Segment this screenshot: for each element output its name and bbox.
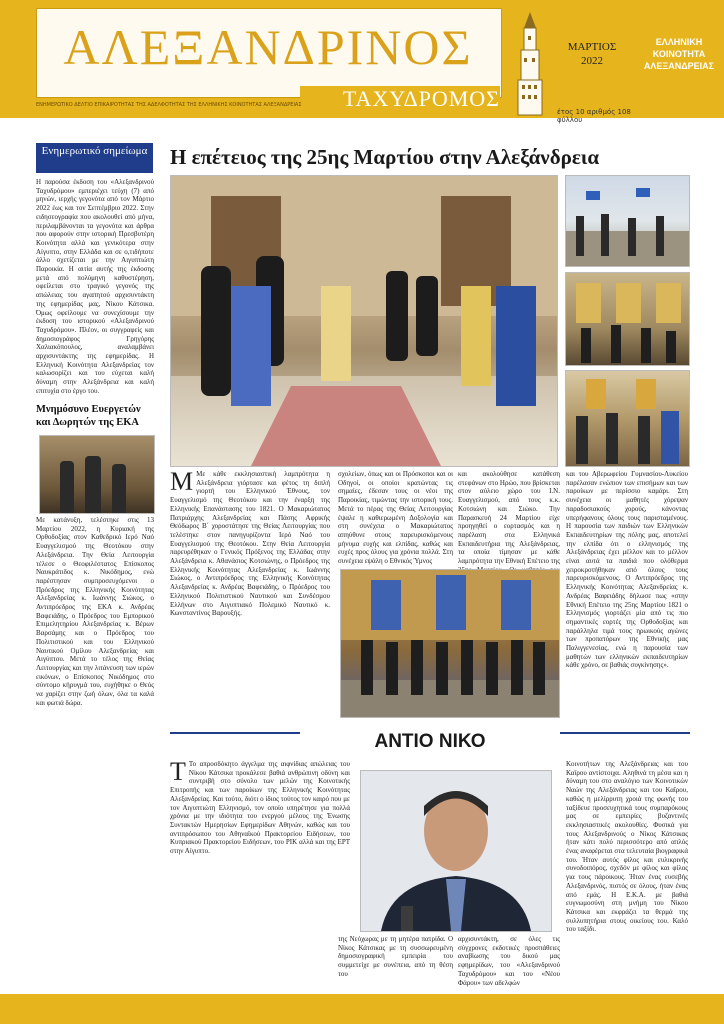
issue-date (557, 40, 627, 74)
main-headline: Η επέτειος της 25ης Μαρτίου στην Αλεξάνδρεια (170, 145, 600, 169)
obituary-headline: ΑΝΤΙΟ ΝΙΚΟ (300, 728, 560, 756)
side-photo-flags (565, 175, 690, 267)
newspaper-title: ΑΛΕΞΑΝΔΡΙΝΟΣ (63, 19, 473, 75)
main-col3-text: και ακολούθησε κατάθεση στεφάνων στο Ηρώο, που βρίσκεται στον αύλειο χώρο του Ι.Ν. Ευαγγελισμού, από τους κ.κ. Κοτσιώνη και Σιώκο. Την Παρασκευή 24 Μαρτίου είχε προηγηθεί ο εορτασμός και η παρέλαση στα Ελληνικά Εκπαιδευτήρια της Αλεξάνδρειας, τα οποία τίμησαν με κάθε λαμπρότητα την Εθνική Επέτειο της (458, 470, 560, 566)
obituary-dropcap: Τ (170, 757, 186, 786)
memorial-photo (39, 435, 155, 514)
main-photo-procession (170, 175, 558, 467)
procession-scene (171, 176, 557, 466)
main-col4-text: και του Αβερωφείου Γυμνασίου-Λυκείου παρέλασαν ενώπιον των επισήμων και των παροίκων με περίσσιο καμάρι. Στη συνέχεια οι μαθητές χόρεψαν παραδοσιακούς χορούς, κάνοντας υπερήφανους όλους τους παρισταμένους. Η παρουσία των παιδιών των Ελληνικών Εκπαιδευτηρίων της πόλης μας, αποτελεί την ελπίδα ότι ο ελληνισμός της Αλεξάνδρειας έχει μέλλον και το μέλλον είναι αυτά τα παιδιά που ολόθερμα χειροκροτήθηκαν από όλους τους παρευρισκόμενους. Ο Αντιπρόεδρος της Ελληνικής Κοινότητας Αλεξανδρείας κ. Ανδρέας Βαφειάδης δήλωσε πως «στην Εθνική Επέτειο της 25ης Μαρτίου 1821 ο Ελληνισμός γιορτάζει μία από τις πιο σημαντικές εορτές της Ορθοδοξίας και παράλληλα τιμά τους ηρωικούς αγώνες των προπατόρων της Εθνικής μας Παλιγγενεσίας, ενώ η παρουσία των μαθητών των ελληνικών εκπαιδευτηρίων κάθε χρόνο, σε βαθιάς συγκίνησης». (566, 470, 688, 670)
church-scene (566, 273, 689, 365)
obituary-col3-text: αρχισυντάκτη, σε όλες τις σύγχρονες εκδοτικές προσπάθειες αναβίωσης του δικού μας εφημερίδων, του «Αλεξανδρινού Ταχυδρόμου» και του «Νέου Φάρου» των αδελφών (458, 935, 560, 987)
sidebar-header (36, 143, 153, 173)
issue-number: έτος 10 αριθμός 108 φύλλου (557, 108, 631, 124)
issue-month: ΜΑΡΤΙΟΣ (567, 41, 617, 53)
main-col1-text (170, 467, 330, 720)
newspaper-tagline: ΕΝΗΜΕΡΩΤΙΚΟ ΔΕΛΤΙΟ ΕΠΙΚΑΙΡΟΤΗΤΑΣ ΤΗΣ ΑΔΕΛΦΟΤΗΤΑΣ ΤΗΣ ΕΛΛΗΝΙΚΗΣ ΚΟΙΝΟΤΗΤΑΣ ΑΛΕΞΑΝΔΡΕΙΑΣ (36, 102, 302, 108)
memorial-text: Με κατάνυξη, τελέστηκε στις 13 Μαρτίου 2022, η Κυριακή της Ορθοδοξίας στον Καθεδρικό Ιερό Ναό Ευαγγελισμού της Θεοτόκου στην Αλεξάνδρεια. Την Θεία Λειτουργία τέλεσε ο Θεοφιλέστατος Επίσκοπος Ναυκράτιδος κ. Νικόδημος, ενώ παρέστησαν συμπροσευχόμενοι ο Πρόεδρος της Ελληνικής Κοινότητας Αλεξανδρείας κ. Ιωάννης Σιώκος, ο Αντιπρόεδρος της ΕΚΑ κ. Ανδρέας Βαφειάδης, ο Πρόεδρος του Εμπορικού Επιμελητηρίου Αλεξανδρείας κ. Βέρων Βαρσάμης και ο Πρόεδρος του Πολιτιστικού και του Ελληνικού Ναυτικού Ομίλου Αλεξανδρείας και Αιγύπτου. Μετά το τέλος της Θείας Λειτουργίας και την λιτάνευση των ιερών εικόνων, ο Επίσκοπος Νικόδημος στο σύντομο κήρυγμά του, ευχήθηκε ο Θεός να χαρίζει στην ζωή όλων, όλα τα καλά και φωτιά δώρα. (36, 516, 154, 707)
issue-year: 2022 (581, 55, 603, 67)
sidebar-intro-text: Η παρούσα έκδοση του «Αλεξανδρινού Ταχυδρόμου» εμπεριέχει τεύχη (7) από μηνών, ιερχής γεγονότα από τον Μάρτιο 2022 έως και τον Σεπτέμβριο 2022. Στην ειδησεογραφία που ακολουθεί από μήνα, περιλαμβάνονται τα γεγονότα και άρθρα που αφορούν στην ιστορική Πρεσβυτέρη Κοινότητα αλλά και γενικότερα στην Αίγυπτο, στην Ελλάδα και σε ο,τιδήποτε άλλο σχετίζεται με την Αιγυπτιώτη Παροικία. Η αιτία αυτής της έκδοσης μετά από πολύμηνη καθυστέρηση, οφείλεται στο τραγικό γεγονός της απώλειας του αγαπητού αρχισυντάκτη της εφημερίδας μας, Νίκου Κάτσικα. Όμως οφείλουμε να συνεχίσουμε την έκδοση του ιστορικού «Αλεξανδρινού Ταχυδρόμου». Πλέον, οι συγγραφείς και δημοσιογράφος Γρηγόρης Χαλιακόπουλος, αναλαμβάνει αρχισυντάκτης της εφημερίδας. Η Ελληνική Κοινότητα Αλεξανδρείας τον καλωσορίζει και του εύχεται καλή δύναμη στην Αλεξάνδρεια και καλή επιτυχία στο έργο του. (36, 178, 154, 395)
memorial-title: Μνημόσυνο Ευεργετών και Δωρητών της ΕΚΑ (36, 404, 141, 428)
lighthouse-icon (510, 10, 550, 115)
obituary-col1-body: Το απροσδόκητο άγγελμα της αιφνίδιας απώλειας του Νίκου Κάτσικα προκάλεσε βαθιά ανθρώπινη οδύνη και συντριβή στο σύνολο των μελών της Κοινοτικής Επιτροπής και των παροίκων της Ελληνικής Κοινότητας Αλεξανδρείας. Και τούτο, διότι ο ίδιος τούτος τον καιρό που με τον Αιγυπτιώτη Ελληνισμό, τον οποίο υπηρέτησε για πολλά χρόνια με την ιδιότητα του ενεργού μέλους της Ένωσης Συντακτών Ημερησίων Εφημερίδων Αθηνών, καθώς και του αντιπρόσωπου του Αθηναϊκού Πρακτορείου Ειδήσεων, του Κυπριακού Πρακτορείου Ειδήσεων, του ΡΙΚ αλλά και της ΕΡΤ στην Αίγυπτο. (170, 760, 350, 856)
obituary-col1-text (170, 757, 350, 985)
main-col2-text: σχολείων, όπως και οι Πρόσκοποι και οι Οδηγοί, οι οποίοι κρατώντας τις σημαίες, έδεσαν τους οι νέοι της Παροικίας, τιμώντας την ιστορική τους. Μετά το πέρας της Θείας Λειτουργίας έψαλε η καθιερωμένη Δοξολογία και στη συνέχεια ο Μακαριώτατος απηύθυνε στους παρευρισκόμενους μήνυμα ευχής και ελπίδας, καθώς και ευχές προς όλους για χρόνια πολλά. Στη συνέχεια εψάλη ο Εθνικός Ύμνος (338, 470, 453, 566)
main-col1-body: Με κάθε εκκλησιαστική λαμπρότητα η Αλεξάνδρεια γιόρτασε και φέτος τη διπλή γιορτή του Ελληνικού Έθνους, τον Ευαγγελισμό της Θεοτόκου και την έναρξη της Ελληνικής Επανάστασης του 1821. Ο Μακαριώτατος Πατριάρχης Αλεξανδρείας και Πάσης Αφρικής Θεόδωρος Β΄ χοροστάτησε της Θείας Λειτουργίας που τελέστηκε στον πανηγυρίζοντα Ιερό Ναό του Ευαγγελισμού της Θεοτόκου. Στην Θεία Λειτουργία παρευρέθηκαν ο Γενικός Πρόξενος της Ελλάδας στην Αλεξάνδρεια κ. Αθανάσιος Κοτσιώνης, ο Πρόεδρος της Ελληνικής Κοινότητας Αλεξανδρείας κ. Ιωάννης Σιώκος, ο Αντιπρόεδρος της Ελληνικής Κοινότητας Αλεξανδρείας κ. Ανδρέας Βαφειάδης, ο Πρόεδρος του Ελληνικού Πολιτιστικού Ναυτικού και Συνδέσμου Ελλήνων στο Αιγυπτιακό Πολεμικό Ναυτικό κ. Κωνσταντίνος Βαρουξής. (170, 470, 330, 618)
obituary-portrait (360, 770, 552, 932)
newspaper-subtitle: ΤΑΧΥΔΡΟΜΟΣ (300, 86, 500, 112)
interior-scene (341, 570, 559, 717)
obituary-col2-text: της Νεόχωρας με τη μητέρα πατρίδα. Ο Νίκος Κάτσικας με τη συσσωρευμένη δημοσιογραφική εμπειρία του συμμετείχε με συνέπεια, από τη θέση του (338, 935, 453, 978)
side-photo-clergy (565, 370, 690, 467)
main-dropcap: Μ (170, 467, 194, 496)
sidebar-header-text: Ενημερωτικό σημείωμα (41, 145, 148, 157)
obituary-col4-text: Κοινοτήτων της Αλεξάνδρειας και του Καΐρου αντίστοιχα. Αληθινά τη μέσα και η δύναμη του στο αναλόγιο των Κοινοτικών Ναών της Αλεξάνδρειας και του Καΐρου, καθώς η μελίρρυτη χροιά της φωνής του ταξίδευε προσευχητικά τους συμπαρόκους μας σε εμπειρίες βυζαντινές εκκλησιαστικές ακολουθίες. Φυσικά για τους Αλεξανδρινούς ο Νίκος Κάτσικας ήταν κάτι πολύ περισσότερο από απλός ένας αναφέρεται στα τελευταία βιογραφικά του. Ήταν αυτός φίλος και ευλικρινής συνοδοιπόρος, σχεδόν με φίλος και φίλος για τους πάροικους. Ήταν ένας ευσεβής Αλεξανδρινός, πιστός σε όλους, ήταν ένας από εμάς. Η Ε.Κ.Α. με βαθιά ευγνωμοσύνη στη μνήμη του Νίκου Κάτσικα και εκφράζει τα θερμά της συλλυπητήρια στους οικείους του. Καλό του ταξίδι. (566, 760, 688, 934)
footer-banner (0, 994, 724, 1024)
flags-scene (566, 176, 689, 266)
portrait-scene (361, 771, 551, 931)
side-photo-church (565, 272, 690, 366)
community-name: ΕΛΛΗΝΙΚΗ ΚΟΙΝΟΤΗΤΑ ΑΛΕΞΑΝΔΡΕΙΑΣ (643, 37, 715, 71)
clergy-scene (566, 371, 689, 466)
main-photo-interior (340, 569, 560, 718)
